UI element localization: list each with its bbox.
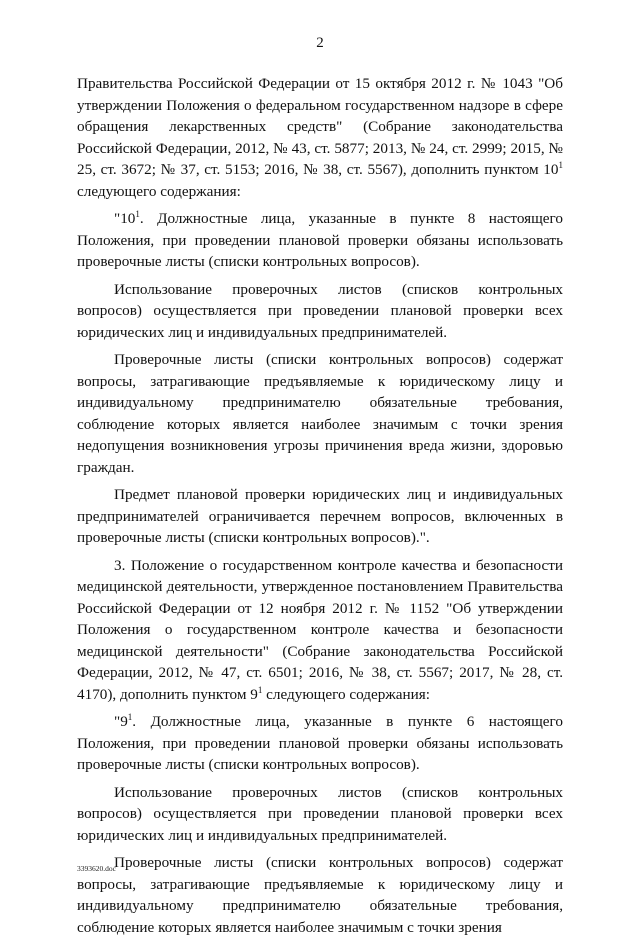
paragraph-text: следующего содержания: [77, 182, 241, 200]
paragraph-text: Правительства Российской Федерации от 15 октября 2012 г. № 1043 "Об утверждении Положения о федеральном государственном надзоре в сфере обращения лекарственных средств" (Собрание законодательства Российской Федерации, 2012, № 43, ст. 5877; 2013, № 24, ст. 2999; 2015, № 25, ст. 3672; № 37, ст. 5153; 2016, № 38, ст. 5567), дополнить пунктом 10 [77, 75, 563, 178]
document-body [77, 73, 563, 944]
superscript: 1 [257, 684, 263, 695]
paragraph: Предмет плановой проверки юридических лиц и индивидуальных предпринимателей ограничивается перечнем вопросов, включенных в проверочные листы (списки контрольных вопросов).". [77, 486, 563, 546]
superscript: 1 [558, 160, 563, 170]
paragraph [77, 73, 563, 202]
paragraph-text: "9 [114, 713, 128, 730]
file-name-footer: 3393620.doc [77, 864, 116, 873]
superscript: 1 [135, 209, 140, 219]
paragraph-text: 3. Положение о государственном контроле качества и безопасности медицинской деятельности, утвержденное постановлением Правительства Российской Федерации от 12 ноября 2012 г. № 1152 "Об утверждении Положения о государственном контроле качества и безопасности медицинской деятельности" (Собрание законодательства Российской Федерации, 2012, № 47, ст. 6501; 2016, № 38, ст. 5567; 2017, № 28, ст. 4170), дополнить пунктом 9 [77, 556, 563, 703]
paragraph: Проверочные листы (списки контрольных вопросов) содержат вопросы, затрагивающие предъявляемые к юридическому лицу и индивидуальному предпринимателю обязательные требования, соблюдение которых является наиболее значимым с точки зрения [77, 854, 563, 936]
paragraph-text: . Должностные лица, указанные в пункте 8 настоящего Положения, при проведении плановой проверки обязаны использовать проверочные листы (списки контрольных вопросов). [77, 210, 563, 270]
paragraph: Проверочные листы (списки контрольных вопросов) содержат вопросы, затрагивающие предъявляемые к юридическому лицу и индивидуальному предпринимателю обязательные требования, соблюдение которых является наиболее значимым с точки зрения недопущения возникновения угрозы причинения вреда жизни, здоровью граждан. [77, 351, 563, 476]
paragraph [77, 208, 563, 273]
paragraph-text: следующего содержания: [266, 685, 430, 703]
paragraph [77, 711, 563, 776]
page-number: 2 [316, 35, 324, 51]
paragraph [77, 555, 563, 706]
paragraph: Использование проверочных листов (списков контрольных вопросов) осуществляется при проведении плановой проверки всех юридических лиц и индивидуальных предпринимателей. [77, 280, 563, 341]
superscript: 1 [127, 712, 133, 722]
paragraph: Использование проверочных листов (списков контрольных вопросов) осуществляется при проведении плановой проверки всех юридических лиц и индивидуальных предпринимателей. [77, 783, 563, 844]
paragraph-text: . Должностные лица, указанные в пункте 6 настоящего Положения, при проведении плановой проверки обязаны использовать проверочные листы (списки контрольных вопросов). [77, 713, 563, 773]
paragraph-text: "10 [114, 210, 136, 227]
